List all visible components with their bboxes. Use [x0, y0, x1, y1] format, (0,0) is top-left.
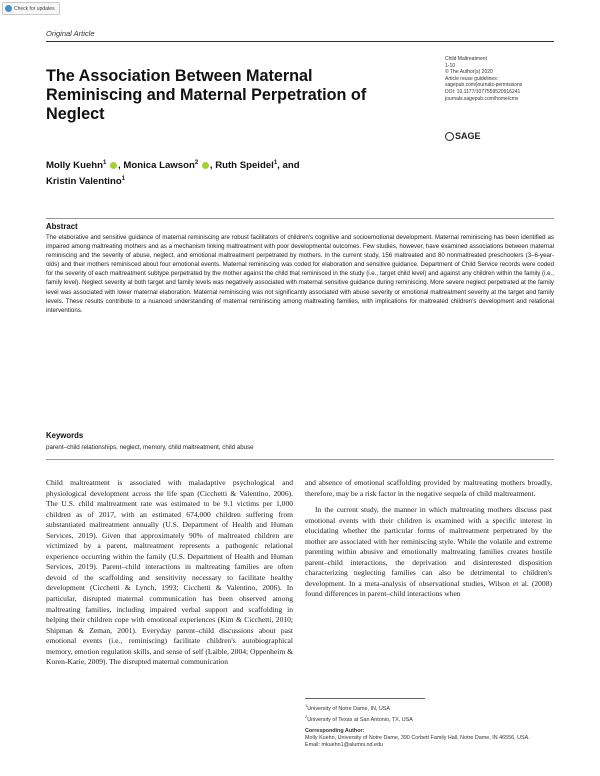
check-updates-icon — [5, 5, 12, 12]
abstract-text: The elaborative and sensitive guidance of maternal reminiscing are robust facilitators of children's cognitive and socioemotional development. Maternal reminiscing has been identified as impaired among maltreating mothers and as a mechanism linking maltreatment with poor developmental outcomes. Few studies, however, have examined associations between maternal reminiscing and the severity of abuse, neglect, and emotional maltreatment perpetrated by mothers. In the current study, 156 maltreated and 80 nonmaltreated preschoolers (3–6-year-olds) and their mothers reminisced about four emotional events. Maternal reminiscing was coded for elaboration and sensitive guidance. Department of Child Service records were coded for the severity of each maltreatment subtype perpetrated by the mother against the child that reminisced in the study (i.e., target child level) and against any children within the family (i.e., family level). Neglect severity at both target and family levels was negatively associated with maternal sensitive guidance during reminiscing. More severe neglect perpetrated at the family level was associated with lower maternal elaboration. Maternal reminiscing was not significantly associated with abuse severity or emotional maltreatment severity at the target and family levels. These results contribute to a nuanced understanding of maternal reminiscing among maltreating families, with implications for maltreated children's development and relational interventions. — [46, 234, 554, 314]
author-name: Monica Lawson — [123, 160, 195, 172]
affiliation-marker: 1 — [305, 703, 308, 708]
author-name: Molly Kuehn — [46, 160, 104, 172]
affiliation-marker: 1 — [121, 175, 126, 182]
check-updates-label: Check for updates — [14, 5, 55, 12]
orcid-icon[interactable] — [110, 162, 117, 169]
author-name: Kristin Valentino — [46, 175, 122, 187]
keywords-heading: Keywords — [46, 431, 84, 440]
body-column-left — [46, 478, 293, 668]
author-list: Molly Kuehn$^1$ , Monica Lawson$^2$ , Ruth Speidel$^1$, and Kristin Valentino$^1$ — [46, 160, 300, 187]
body-paragraph: and absence of emotional scaffolding provided by maltreating mothers broadly, therefore, may be a risk factor in the negative sequela of child maltreatment. — [305, 478, 552, 498]
body-paragraph: Child maltreatment is associated with maladaptive psychological and physiological development across the life span (Cicchetti & Valentino, 2006). The U.S. child maltreatment rate was estimated to be 9.1 victims per 1,000 children as of 2017, with an estimated 674,000 children suffering from substantiated maltreatment annually (U.S. Department of Health and Human Services, 2019). Given that approximately 90% of maltreated children are victimized by a parent, maltreatment represents a pathogenic relational experience occurring within the family (U.S. Department of Health and Human Services, 2019). Parent–child interactions in maltreating families are often devoid of the scaffolding and sensitivity necessary to facilitate healthy development (Cicchetti & Lynch, 1993; Cicchetti & Valentino, 2006). In particular, disrupted maternal communication has been observed among maltreating families, including impaired verbal support and scaffolding in helping their children cope with emotional experiences (Kim & Cicchetti, 2010; Shipman & Zeman, 2001). Everyday parent–child discussions about past emotional events (i.e., reminiscing) facilitate children's autobiographical memory, emotion regulation skills, and sense of self (Laible, 2004; Oppenheim & Koren-Karie, 2009). The disrupted maternal communication — [46, 478, 293, 667]
doi[interactable]: DOI: 10.1177/1077559520916241 — [445, 88, 521, 95]
footnote-divider — [305, 698, 425, 699]
footnotes — [305, 698, 554, 750]
page-range: 1-10 — [445, 62, 456, 69]
header-divider — [46, 41, 554, 42]
affiliation-marker: 2 — [305, 714, 308, 719]
corresponding-author-heading: Corresponding Author: — [305, 728, 365, 734]
affiliation-text: University of Texas at San Antonio, TX, USA — [307, 716, 413, 723]
copyright: © The Author(s) 2020 — [445, 69, 493, 76]
publisher-logo — [445, 131, 481, 141]
journal-home-link[interactable]: journals.sagepub.com/home/cmx — [445, 95, 519, 102]
body-paragraph: In the current study, the manner in which maltreating mothers discuss past emotional events with their children is examined with a specific interest in elucidating whether the particular forms of maltreatment perpetrated by the mother are associated with her reminiscing style. While the volatile and extreme parenting within abusive and emotionally maltreating families creates hostile parent–child interactions, the deprivation and disinterested disposition characterizing neglecting families can also be detrimental to children's development. In a meta-analysis of observational studies, Wilson et al. (2008) found differences in parent–child interactions when — [305, 505, 552, 599]
affiliation-2 — [305, 713, 554, 724]
check-for-updates-badge[interactable] — [2, 2, 60, 15]
article-type: Original Article — [46, 29, 95, 38]
journal-meta — [445, 56, 565, 102]
author-name: Ruth Speidel — [215, 160, 274, 172]
affiliation-text: University of Notre Dame, IN, USA — [307, 705, 390, 712]
body-column-right — [305, 478, 552, 600]
abstract-heading: Abstract — [46, 222, 78, 231]
keywords-divider — [46, 459, 554, 460]
sage-logo-icon — [445, 132, 454, 141]
article-title: The Association Between Maternal Reminiscing and Maternal Perpetration of Neglect — [46, 67, 367, 123]
publisher-name: SAGE — [455, 131, 481, 141]
affiliation-marker: 2 — [194, 160, 199, 166]
orcid-icon[interactable] — [202, 162, 209, 169]
abstract-divider — [46, 218, 554, 219]
reuse-guidelines: Article reuse guidelines: — [445, 75, 499, 82]
corresponding-author-email[interactable]: Email: mkuehn1@alumni.nd.edu — [305, 742, 383, 749]
keywords-text: parent–child relationships, neglect, memory, child maltreatment, child abuse — [46, 444, 254, 451]
affiliation-1 — [305, 702, 554, 713]
corresponding-author-address: Molly Kuehn, University of Notre Dame, 390 Corbett Family Hall, Notre Dame, IN 46556, USA. — [305, 735, 530, 742]
affiliation-marker: 1 — [103, 160, 107, 166]
permissions-link[interactable]: sagepub.com/journals-permissions — [445, 82, 523, 89]
journal-name: Child Maltreatment — [445, 56, 487, 62]
affiliation-marker: 1 — [273, 160, 278, 166]
